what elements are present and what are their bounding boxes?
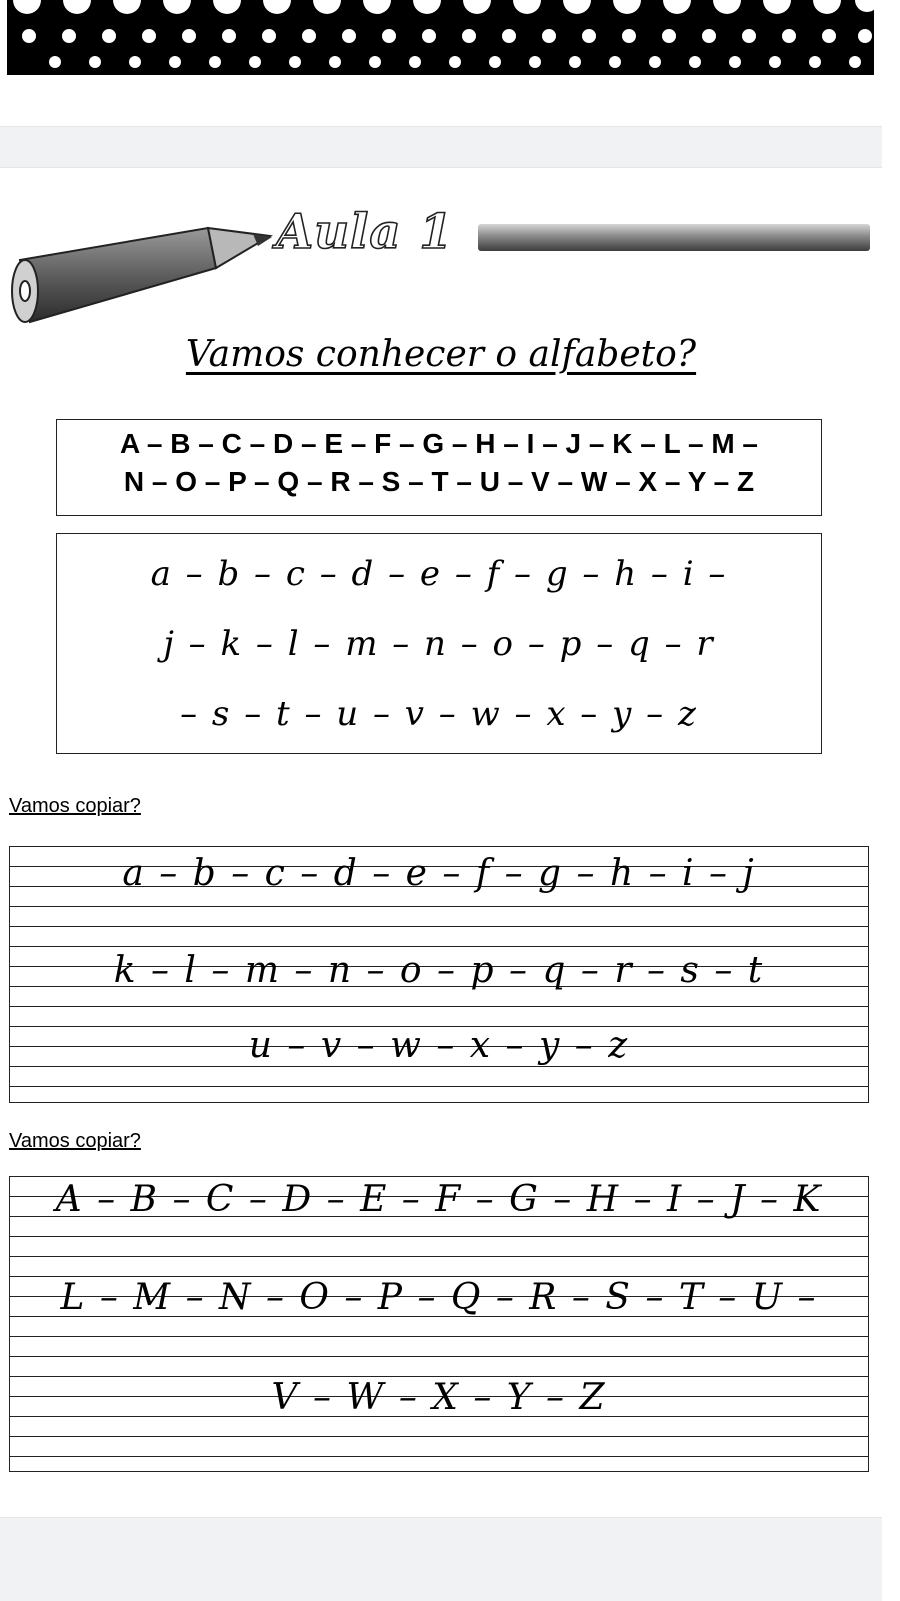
practice-upper-line-2: L – M – N – O – P – Q – R – S – T – U – (60, 1277, 818, 1318)
page-title: Vamos conhecer o alfabeto? (185, 334, 697, 375)
practice-line-3: u – v – w – x – y – z (248, 1025, 630, 1066)
print-alphabet-box (56, 419, 822, 516)
practice-grid-uppercase (9, 1176, 869, 1472)
title-decoration-bar (478, 224, 870, 251)
copy-label-2: Vamos copiar? (9, 1130, 141, 1152)
practice-upper-line-1: A – B – C – D – E – F – G – H – I – J – K (55, 1179, 823, 1220)
lesson-title: Aula 1 (276, 204, 454, 260)
cursive-alphabet-line-3: – s – t – u – v – w – x – y – z (180, 694, 698, 734)
page-separator-band-bottom (0, 1517, 882, 1601)
practice-grid-lowercase (9, 846, 869, 1103)
cursive-alphabet-line-2: j – k – l – m – n – o – p – q – r (163, 624, 715, 664)
polka-dot-banner (7, 0, 874, 75)
cursive-alphabet-line-1: a – b – c – d – e – f – g – h – i – (150, 554, 728, 594)
print-alphabet-line-1: A – B – C – D – E – F – G – H – I – J – K – L – M – (119, 428, 759, 459)
practice-line-2: k – l – m – n – o – p – q – r – s – t (113, 950, 765, 991)
page-separator-band (0, 126, 882, 168)
practice-upper-line-3: V – W – X – Y – Z (271, 1377, 607, 1418)
cursive-alphabet-box (56, 533, 822, 754)
print-alphabet-line-2: N – O – P – Q – R – S – T – U – V – W – X – Y – Z (123, 466, 755, 497)
polka-dot-pattern (7, 0, 874, 75)
practice-line-1: a – b – c – d – e – f – g – h – i – j (122, 853, 756, 894)
pencil-icon (8, 212, 278, 332)
copy-label-1: Vamos copiar? (9, 795, 141, 817)
